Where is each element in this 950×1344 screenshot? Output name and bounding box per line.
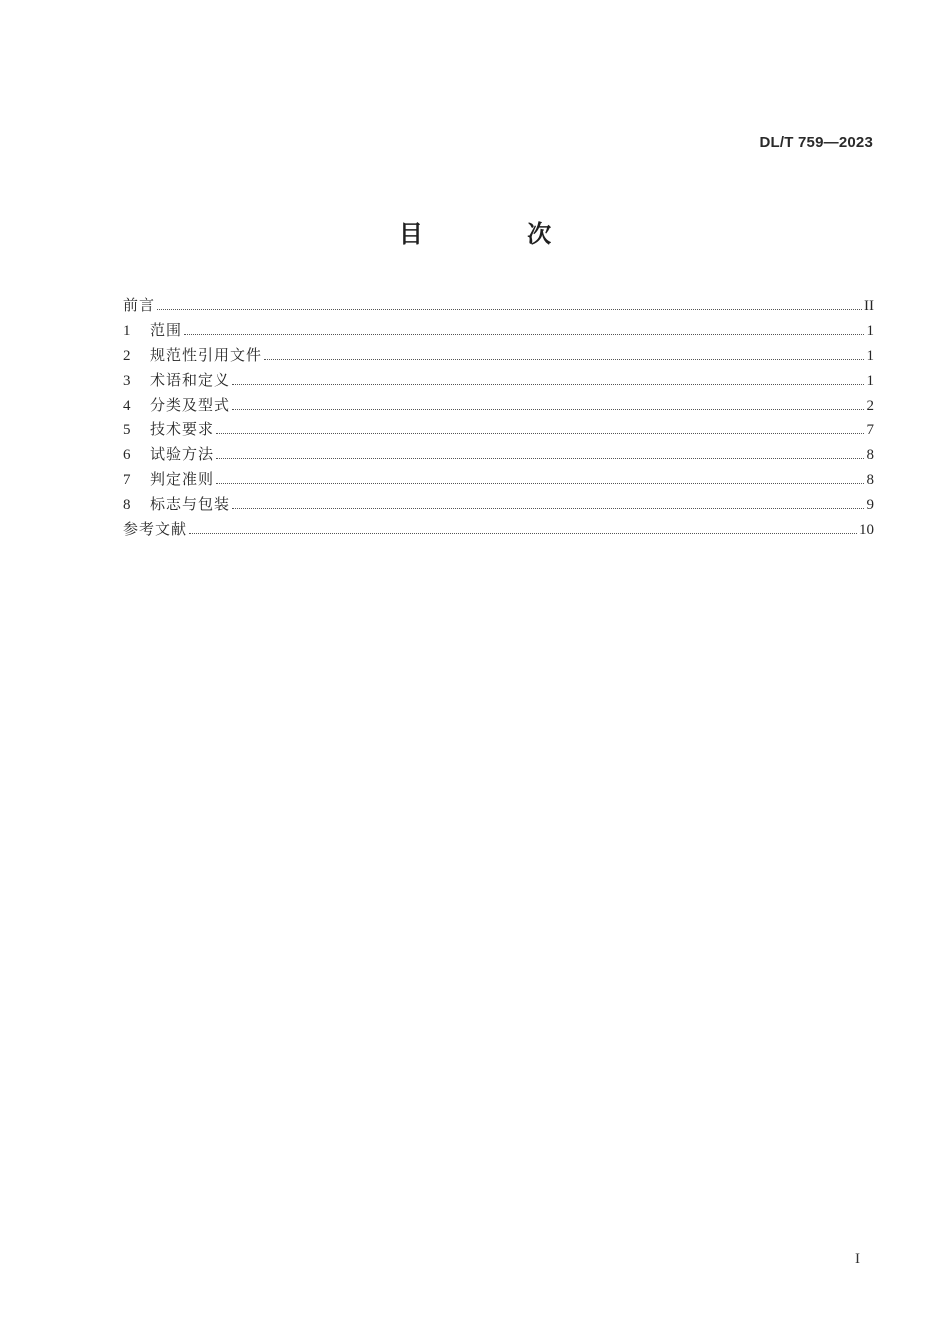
toc-entry-page: 1 bbox=[866, 372, 874, 389]
toc-entry-7[interactable] bbox=[123, 467, 874, 492]
dot-leader bbox=[232, 408, 864, 410]
toc-entry-page: 1 bbox=[866, 322, 874, 339]
toc-entry-number: 5 bbox=[123, 422, 131, 439]
dot-leader bbox=[264, 358, 864, 360]
toc-entry-label: 术语和定义 bbox=[150, 370, 231, 389]
toc-entry-number: 2 bbox=[123, 347, 131, 364]
toc-entry-page: 1 bbox=[866, 347, 874, 364]
toc-entry-2[interactable] bbox=[123, 343, 874, 368]
toc-entry-label: 试验方法 bbox=[150, 445, 215, 464]
dot-leader bbox=[216, 432, 864, 434]
toc-entry-1[interactable] bbox=[123, 318, 874, 343]
toc-entry-label: 范围 bbox=[150, 320, 183, 339]
table-of-contents bbox=[123, 293, 874, 542]
toc-entry-label: 技术要求 bbox=[150, 420, 215, 439]
toc-entry-label: 标志与包装 bbox=[150, 495, 231, 514]
standard-code: DL/T 759—2023 bbox=[759, 134, 873, 151]
toc-entry-number: 8 bbox=[123, 497, 131, 514]
toc-entry-page: 7 bbox=[866, 422, 874, 439]
toc-entry-number: 1 bbox=[123, 322, 131, 339]
toc-entry-page: 8 bbox=[866, 472, 874, 489]
dot-leader bbox=[232, 507, 864, 509]
toc-entry-number: 4 bbox=[123, 397, 131, 414]
toc-entry-3[interactable] bbox=[123, 368, 874, 393]
toc-entry-4[interactable] bbox=[123, 393, 874, 418]
page-number: I bbox=[855, 1251, 860, 1267]
dot-leader bbox=[216, 482, 864, 484]
toc-entry-8[interactable] bbox=[123, 492, 874, 517]
toc-entry-number: 7 bbox=[123, 472, 131, 489]
dot-leader bbox=[184, 333, 864, 335]
dot-leader bbox=[216, 457, 864, 459]
dot-leader bbox=[189, 532, 857, 534]
toc-entry-number: 3 bbox=[123, 372, 131, 389]
toc-entry-number: 6 bbox=[123, 447, 131, 464]
toc-entry-label: 前言 bbox=[123, 296, 156, 314]
toc-entry-bibliography[interactable] bbox=[123, 517, 874, 542]
toc-entry-page: 8 bbox=[866, 447, 874, 464]
toc-entry-label: 参考文献 bbox=[123, 520, 188, 539]
toc-entry-page: 9 bbox=[866, 497, 874, 514]
toc-entry-label: 规范性引用文件 bbox=[150, 345, 263, 364]
toc-entry-page: 2 bbox=[866, 397, 874, 414]
toc-entry-page: 10 bbox=[859, 522, 874, 539]
dot-leader bbox=[157, 308, 862, 310]
toc-entry-label: 分类及型式 bbox=[150, 395, 231, 414]
toc-title: 目 次 bbox=[398, 220, 600, 248]
toc-entry-5[interactable] bbox=[123, 417, 874, 442]
toc-entry-foreword[interactable] bbox=[123, 293, 874, 318]
toc-entry-6[interactable] bbox=[123, 442, 874, 467]
toc-entry-label: 判定准则 bbox=[150, 470, 215, 489]
dot-leader bbox=[232, 383, 864, 385]
toc-entry-page: II bbox=[864, 298, 874, 314]
